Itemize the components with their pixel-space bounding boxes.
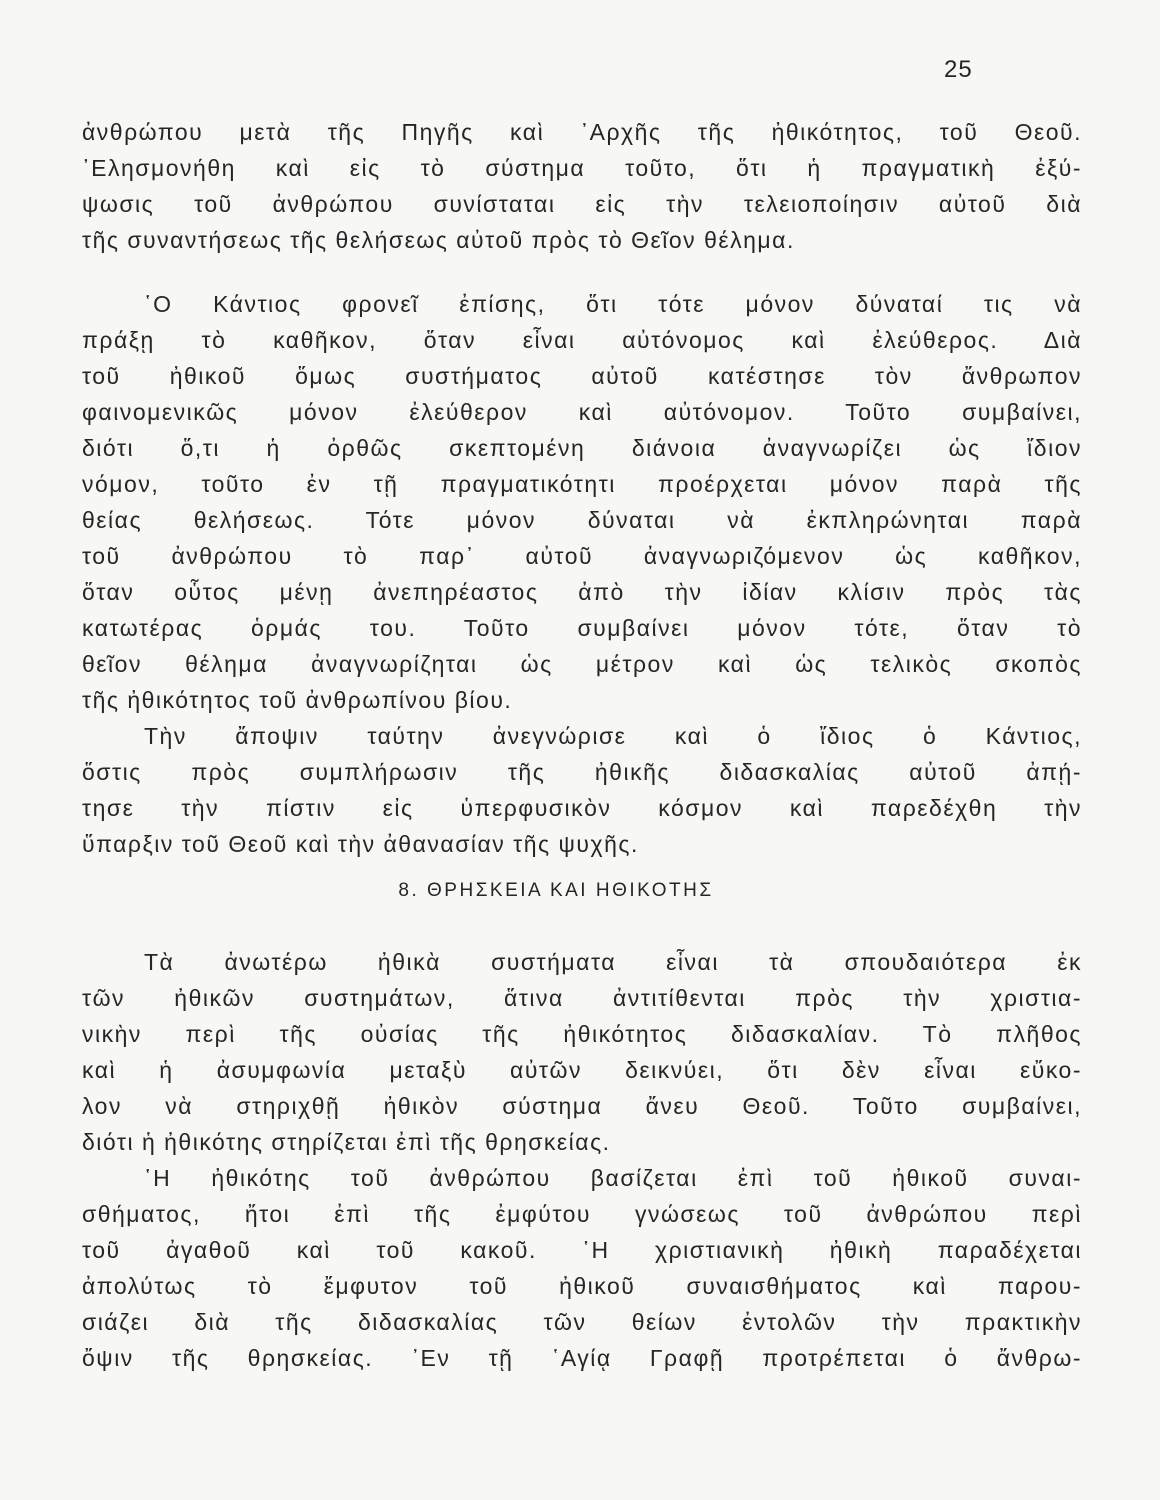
text-line: τοῦ ἀγαθοῦ καὶ τοῦ κακοῦ. ῾Η χριστιανικὴ ἠθικὴ παραδέχεται bbox=[82, 1237, 1082, 1263]
text-line: φαινομενικῶς μόνον ἐλεύθερον καὶ αὐτόνομον. Τοῦτο συμβαίνει, bbox=[82, 399, 1082, 425]
text-line: νικὴν περὶ τῆς οὐσίας τῆς ἠθικότητος διδασκαλίαν. Τὸ πλῆθος bbox=[82, 1021, 1082, 1047]
text-line: νόμον, τοῦτο ἐν τῇ πραγματικότητι προέρχεται μόνον παρὰ τῆς bbox=[82, 471, 1082, 497]
text-line: θείας θελήσεως. Τότε μόνον δύναται νὰ ἐκπληρώνηται παρὰ bbox=[82, 507, 1082, 533]
text-line: Τὴν ἄποψιν ταύτην ἀνεγνώρισε καὶ ὁ ἴδιος ὁ Κάντιος, bbox=[144, 723, 1082, 749]
text-line: ψωσις τοῦ ἀνθρώπου συνίσταται εἰς τὴν τελειοποίησιν αὐτοῦ διὰ bbox=[82, 191, 1082, 217]
page-number: 25 bbox=[944, 56, 973, 83]
text-line: τῆς συναντήσεως τῆς θελήσεως αὐτοῦ πρὸς τὸ Θεῖον θέλημα. bbox=[82, 227, 795, 253]
text-line: διότι ἡ ἠθικότης στηρίζεται ἐπὶ τῆς θρησκείας. bbox=[82, 1129, 611, 1155]
text-line: ὕπαρξιν τοῦ Θεοῦ καὶ τὴν ἀθανασίαν τῆς ψυχῆς. bbox=[82, 831, 639, 857]
text-line: σιάζει διὰ τῆς διδασκαλίας τῶν θείων ἐντολῶν τὴν πρακτικὴν bbox=[82, 1309, 1082, 1335]
text-line: διότι ὅ,τι ἡ ὀρθῶς σκεπτομένη διάνοια ἀναγνωρίζει ὡς ἴδιον bbox=[82, 435, 1082, 461]
paragraph-block-bottom bbox=[82, 944, 1082, 1376]
section-heading: 8. ΘΡΗΣΚΕΙΑ ΚΑΙ ΗΘΙΚΟΤΗΣ bbox=[398, 880, 714, 901]
text-line: τῶν ἠθικῶν συστημάτων, ἅτινα ἀντιτίθενται πρὸς τὴν χριστια- bbox=[82, 985, 1082, 1011]
text-line: λον νὰ στηριχθῇ ἠθικὸν σύστημα ἄνευ Θεοῦ. Τοῦτο συμβαίνει, bbox=[82, 1093, 1082, 1119]
text-line: σθήματος, ἤτοι ἐπὶ τῆς ἐμφύτου γνώσεως τοῦ ἀνθρώπου περὶ bbox=[82, 1201, 1082, 1227]
text-line: ῾Η ἠθικότης τοῦ ἀνθρώπου βασίζεται ἐπὶ τοῦ ἠθικοῦ συναι- bbox=[144, 1165, 1082, 1191]
text-line: καὶ ἡ ἀσυμφωνία μεταξὺ αὐτῶν δεικνύει, ὅτι δὲν εἶναι εὔκο- bbox=[82, 1057, 1082, 1083]
text-line: ᾽Ελησμονήθη καὶ εἰς τὸ σύστημα τοῦτο, ὅτι ἡ πραγματικὴ ἐξύ- bbox=[82, 155, 1082, 181]
text-line: τοῦ ἠθικοῦ ὅμως συστήματος αὐτοῦ κατέστησε τὸν ἄνθρωπον bbox=[82, 363, 1082, 389]
text-line: τῆς ἠθικότητος τοῦ ἀνθρωπίνου βίου. bbox=[82, 687, 513, 713]
paragraph-block-middle bbox=[82, 286, 1082, 862]
text-line: κατωτέρας ὁρμάς του. Τοῦτο συμβαίνει μόνον τότε, ὅταν τὸ bbox=[82, 615, 1082, 641]
text-line: Τὰ ἀνωτέρω ἠθικὰ συστήματα εἶναι τὰ σπουδαιότερα ἐκ bbox=[144, 949, 1082, 975]
text-line: θεῖον θέλημα ἀναγνωρίζηται ὡς μέτρον καὶ ὡς τελικὸς σκοπὸς bbox=[82, 651, 1082, 677]
text-line: ὄψιν τῆς θρησκείας. ᾽Εν τῇ ῾Αγίᾳ Γραφῇ προτρέπεται ὁ ἄνθρω- bbox=[82, 1345, 1082, 1371]
text-line: ἀνθρώπου μετὰ τῆς Πηγῆς καὶ ᾽Αρχῆς τῆς ἠθικότητος, τοῦ Θεοῦ. bbox=[82, 119, 1082, 145]
text-line: ἀπολύτως τὸ ἔμφυτον τοῦ ἠθικοῦ συναισθήματος καὶ παρου- bbox=[82, 1273, 1082, 1299]
paragraph-block-top bbox=[82, 114, 1082, 258]
text-line: ὅστις πρὸς συμπλήρωσιν τῆς ἠθικῆς διδασκαλίας αὐτοῦ ἀπῄ- bbox=[82, 759, 1082, 785]
text-line: πράξῃ τὸ καθῆκον, ὅταν εἶναι αὐτόνομος καὶ ἐλεύθερος. Διὰ bbox=[82, 327, 1082, 353]
text-line: ὅταν οὗτος μένῃ ἀνεπηρέαστος ἀπὸ τὴν ἰδίαν κλίσιν πρὸς τὰς bbox=[82, 579, 1082, 605]
text-line: τοῦ ἀνθρώπου τὸ παρ᾽ αὐτοῦ ἀναγνωριζόμενον ὡς καθῆκον, bbox=[82, 543, 1082, 569]
text-line: τησε τὴν πίστιν εἰς ὑπερφυσικὸν κόσμον καὶ παρεδέχθη τὴν bbox=[82, 795, 1082, 821]
text-line: ῾Ο Κάντιος φρονεῖ ἐπίσης, ὅτι τότε μόνον δύναταί τις νὰ bbox=[144, 291, 1082, 317]
